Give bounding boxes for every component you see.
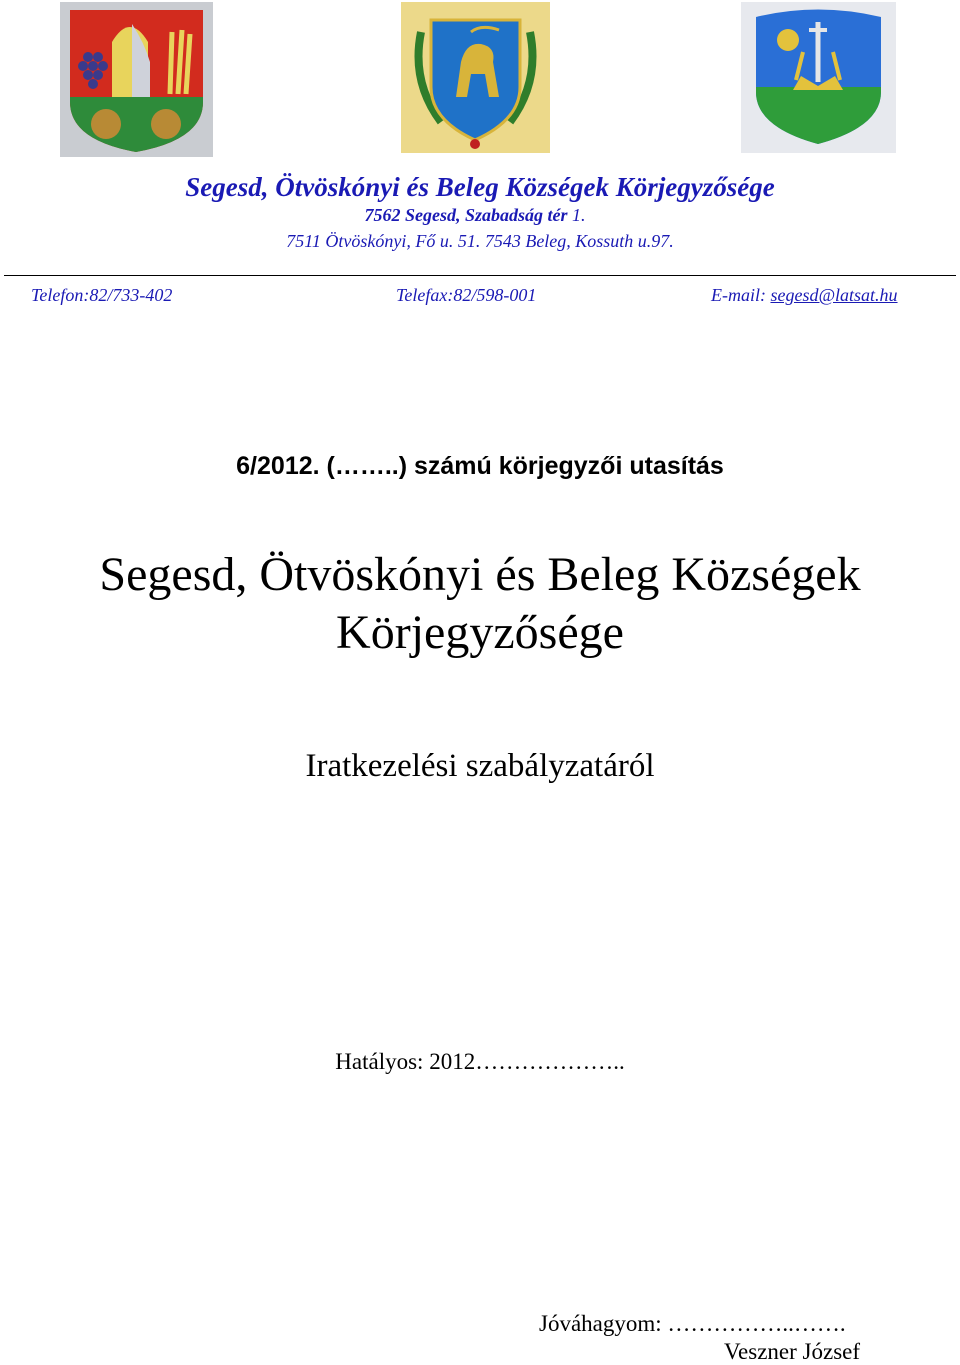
address-suffix: 1. [567, 205, 586, 225]
approval-line: Jóváhagyom: ……………..……. [539, 1311, 846, 1336]
letterhead-divider [4, 275, 956, 276]
document-title: Segesd, Ötvöskónyi és Beleg Községek Körjegyzősége [99, 548, 861, 659]
instruction-number: 6/2012. (……..) számú körjegyzői utasítás [236, 452, 724, 480]
contact-email [711, 285, 898, 306]
segesd-crest-image [60, 2, 213, 157]
effective-date: Hatályos: 2012……………….. [335, 1049, 625, 1074]
otvoskonyi-crest-image [401, 2, 550, 153]
contact-phone: Telefon:82/733-402 [31, 285, 173, 305]
letterhead-title: Segesd, Ötvöskónyi és Beleg Községek Körjegyzősége [185, 172, 775, 202]
email-label: E-mail: [711, 285, 771, 305]
document-subject: Iratkezelési szabályzatáról [305, 748, 655, 784]
contact-fax: Telefax:82/598-001 [396, 285, 537, 305]
letterhead-address-line2: 7511 Ötvöskónyi, Fő u. 51. 7543 Beleg, Kossuth u.97. [286, 231, 674, 251]
email-link[interactable]: segesd@latsat.hu [770, 285, 898, 305]
address-prefix: 7562 Segesd, Szabadság tér [364, 205, 568, 225]
signer-name: Veszner József [724, 1339, 861, 1364]
letterhead-address-line1 [0, 205, 950, 226]
beleg-crest-image [741, 2, 896, 153]
